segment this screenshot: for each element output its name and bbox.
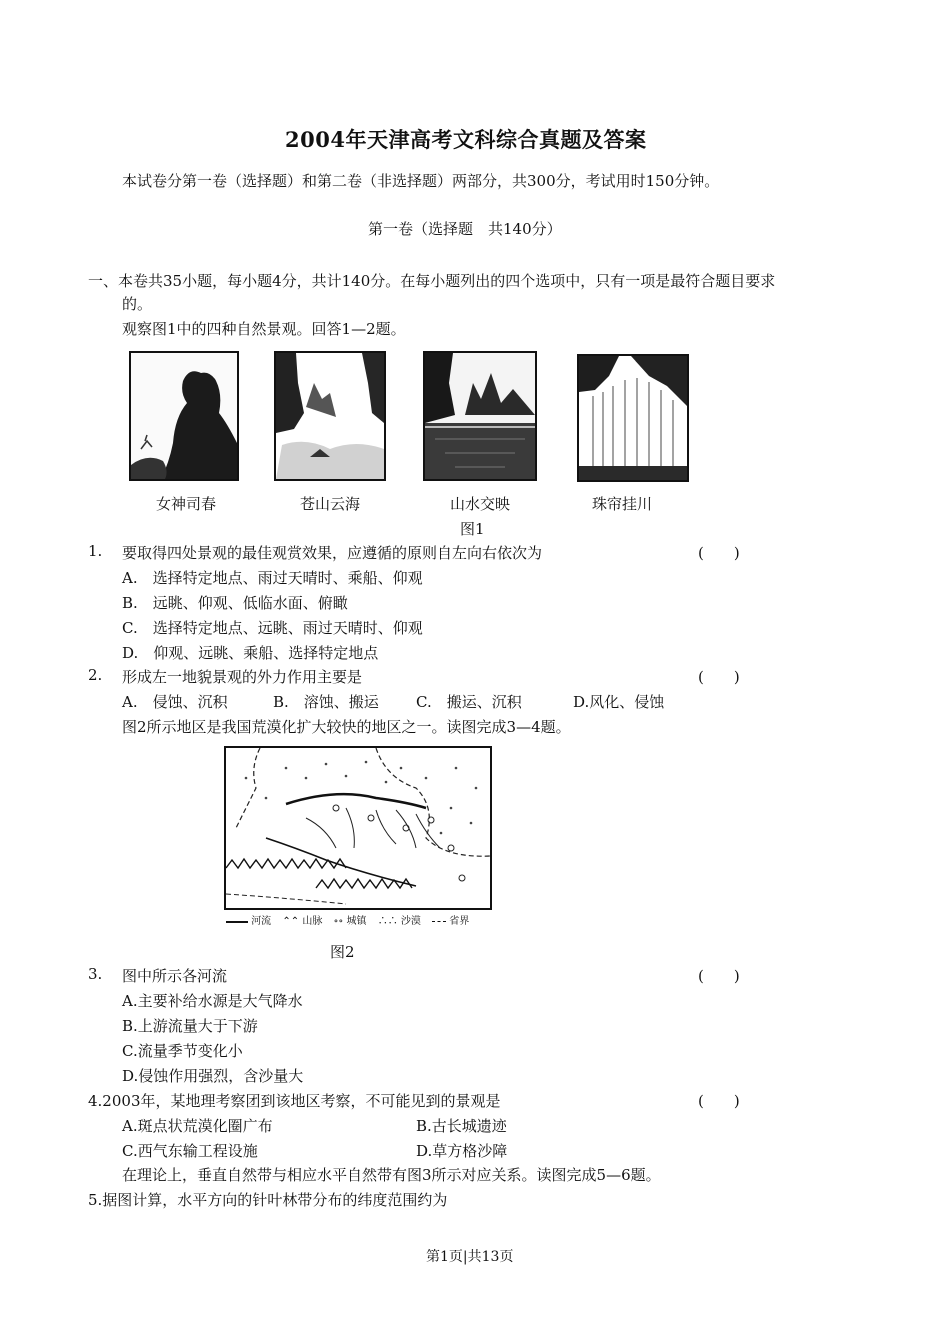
q3-option-a: A.主要补给水源是大气降水 <box>122 992 303 1010</box>
intro-text: 本试卷分第一卷（选择题）和第二卷（非选择题）两部分，共300分，考试用时150分钟。 <box>122 172 720 190</box>
q4-option-c: C.西气东输工程设施 <box>122 1142 258 1160</box>
photo-cangshan <box>274 351 386 481</box>
q2-option-c: C. 搬运、沉积 <box>416 693 522 711</box>
q1-text: 要取得四处景观的最佳观赏效果，应遵循的原则自左向右依次为 <box>122 544 543 562</box>
figure2-label: 图2 <box>330 943 355 961</box>
town-legend-icon: ∘∘ <box>333 916 344 927</box>
q1-option-b: B. 远眺、仰观、低临水面、俯瞰 <box>122 594 348 612</box>
part1-heading: 第一卷（选择题 共140分） <box>368 220 562 238</box>
q1-answer-bracket: ( ) <box>698 544 740 562</box>
q4-option-a: A.斑点状荒漠化圈广布 <box>122 1117 273 1135</box>
q5-text: 5.据图计算，水平方向的针叶林带分布的纬度范围约为 <box>88 1191 448 1209</box>
observe-instruction: 观察图1中的四种自然景观。回答1—2题。 <box>122 320 406 338</box>
q3-number: 3. <box>88 965 103 983</box>
section1-line2: 的。 <box>122 295 153 313</box>
q4-answer-bracket: ( ) <box>698 1092 740 1110</box>
q3-answer-bracket: ( ) <box>698 967 740 985</box>
photo-waterfall <box>577 354 689 482</box>
q2-number: 2. <box>88 666 103 684</box>
q2-option-d: D.风化、侵蚀 <box>573 693 665 711</box>
q2-option-b: B. 溶蚀、搬运 <box>273 693 379 711</box>
figure1-caption-3: 山水交映 <box>449 495 510 513</box>
q3-option-c: C.流量季节变化小 <box>122 1042 243 1060</box>
figure1-caption-1: 女神司春 <box>155 495 216 513</box>
boundary-legend-icon <box>432 921 446 922</box>
q1-number: 1. <box>88 542 103 560</box>
figure1-caption-4: 珠帘挂川 <box>591 495 652 513</box>
figure1-caption-2: 苍山云海 <box>299 495 360 513</box>
q4-option-d: D.草方格沙障 <box>416 1142 508 1160</box>
legend-mountain-label: 山脉 <box>302 916 323 927</box>
legend-river-label: 河流 <box>251 916 272 927</box>
mountain-legend-icon: ⌃⌃ <box>282 916 300 927</box>
figure3-intro: 在理论上，垂直自然带与相应水平自然带有图3所示对应关系。读图完成5—6题。 <box>122 1166 661 1184</box>
river-legend-icon <box>226 921 248 923</box>
section1-line1: 一、本卷共35小题，每小题4分，共计140分。在每小题列出的四个选项中，只有一项是最符合题目要求 <box>88 272 776 290</box>
legend-town-label: 城镇 <box>346 916 367 927</box>
figure2-map <box>224 746 492 910</box>
q2-option-a: A. 侵蚀、沉积 <box>122 693 228 711</box>
q1-option-a: A. 选择特定地点、雨过天晴时、乘船、仰观 <box>122 569 423 587</box>
q3-option-b: B.上游流量大于下游 <box>122 1017 258 1035</box>
q2-text: 形成左一地貌景观的外力作用主要是 <box>122 668 363 686</box>
page-title: 2004年天津高考文科综合真题及答案 <box>285 127 647 152</box>
q3-text: 图中所示各河流 <box>122 967 228 985</box>
photo-goddess <box>129 351 239 481</box>
q3-option-d: D.侵蚀作用强烈，含沙量大 <box>122 1067 304 1085</box>
q4-text: 4.2003年，某地理考察团到该地区考察，不可能见到的景观是 <box>88 1092 501 1110</box>
figure1-label: 图1 <box>460 520 485 538</box>
figure2-legend <box>226 912 469 927</box>
q4-option-b: B.古长城遗迹 <box>416 1117 507 1135</box>
page-footer: 第1页|共13页 <box>426 1249 514 1265</box>
desert-legend-icon: ∴∴ <box>377 916 398 927</box>
legend-boundary-label: 省界 <box>449 916 470 927</box>
q1-option-d: D. 仰观、远眺、乘船、选择特定地点 <box>122 644 379 662</box>
photo-mountain-water <box>423 351 537 481</box>
figure2-intro: 图2所示地区是我国荒漠化扩大较快的地区之一。读图完成3—4题。 <box>122 718 571 736</box>
legend-desert-label: 沙漠 <box>400 916 421 927</box>
q2-answer-bracket: ( ) <box>698 668 740 686</box>
q1-option-c: C. 选择特定地点、远眺、雨过天晴时、仰观 <box>122 619 423 637</box>
